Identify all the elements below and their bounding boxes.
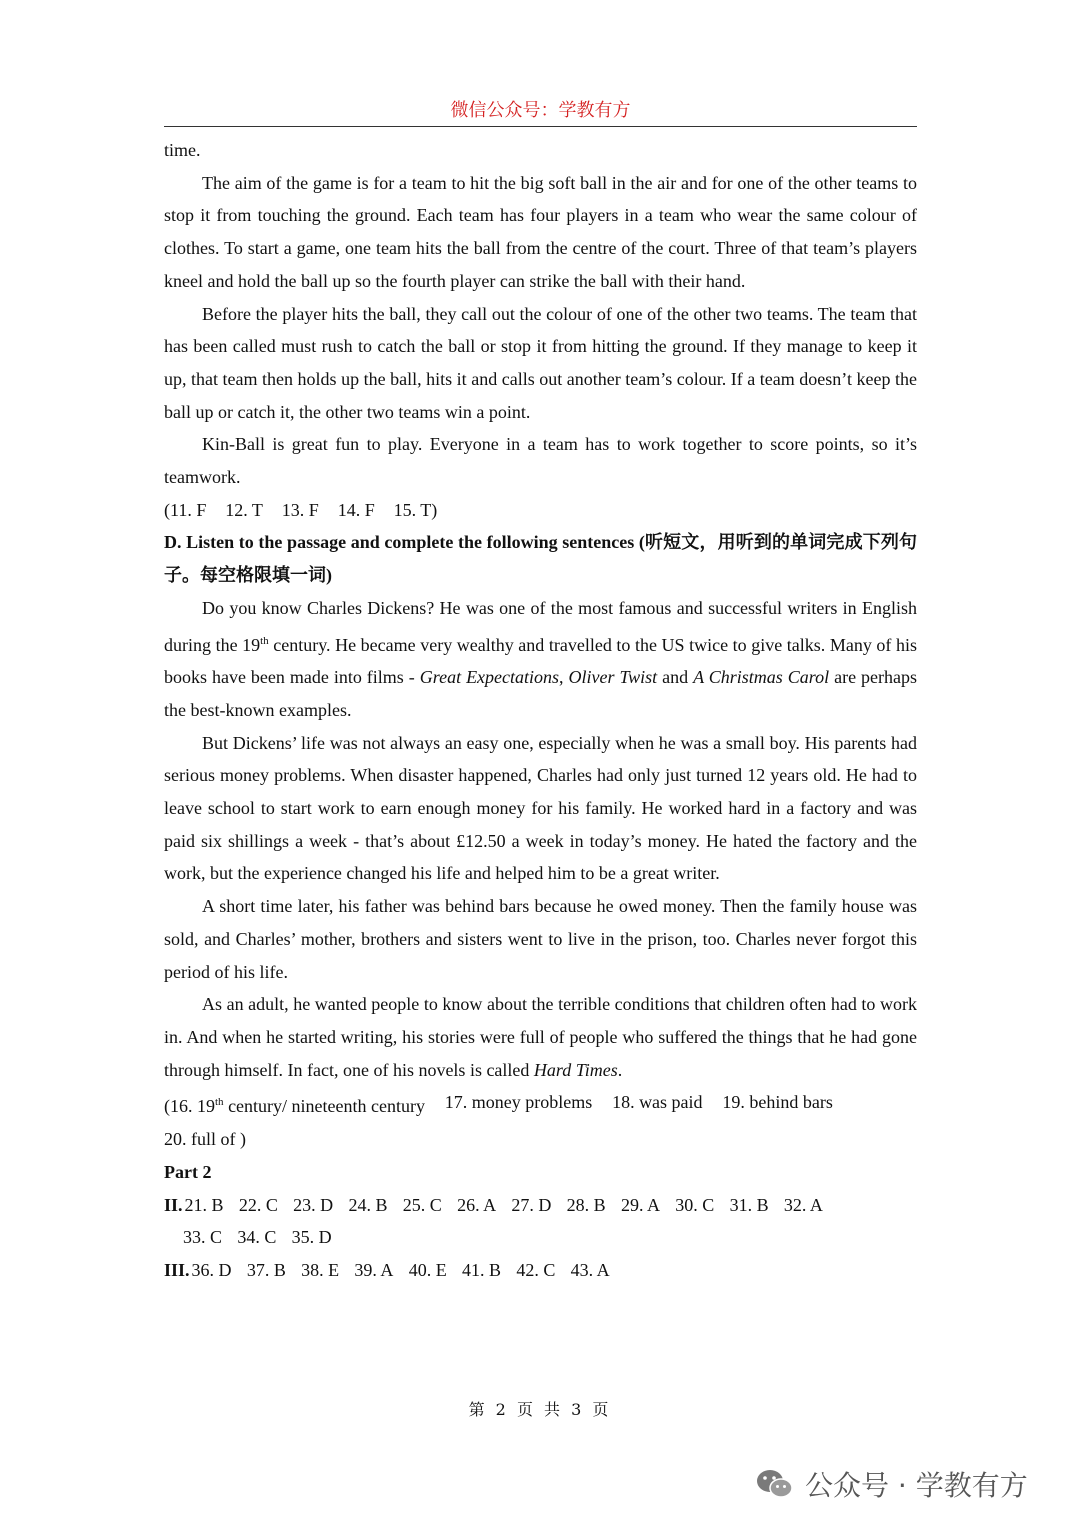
text-run: and — [657, 667, 694, 688]
answer-item: 37. B — [246, 1259, 286, 1280]
book-title: Great Expectations — [419, 667, 560, 688]
superscript: th — [260, 634, 269, 647]
answer-item: 31. B — [729, 1194, 769, 1215]
answer-item: 24. B — [348, 1194, 388, 1215]
superscript: th — [215, 1096, 224, 1109]
section-d-paragraph — [164, 988, 917, 1086]
answer-item: 43. A — [570, 1259, 610, 1280]
answer-item: 40. E — [408, 1259, 447, 1280]
section-d-answers — [164, 1086, 917, 1123]
answer-item: 30. C — [675, 1194, 715, 1215]
wechat-icon — [755, 1467, 795, 1501]
answer-item: 42. C — [516, 1259, 556, 1280]
passage-c-paragraph: Before the player hits the ball, they call out the colour of one of the other two teams. The team that has been called must rush to catch the ball or stop it from hitting the ground. If they manage to keep it up, that team then holds up the ball, hits it and calls out another team’s colour. If a team doesn’t keep the ball up or catch it, the other two teams win a point. — [164, 303, 917, 422]
passage-c-paragraph: Kin-Ball is great fun to play. Everyone in a team has to work together to score points, so it’s teamwork. — [164, 434, 917, 488]
section-label: III. — [164, 1259, 190, 1280]
page-number: 第 2 页 共 3 页 — [468, 1400, 612, 1419]
answer-item: 15. T) — [393, 499, 438, 520]
answer-item: 36. D — [191, 1259, 232, 1280]
passage-c-paragraph: The aim of the game is for a team to hit the big soft ball in the air and for one of the other teams to stop it from touching the ground. Each team has four players in a team who wear the same colour of clothes. To start a game, one team hits the ball from the centre of the court. Three of that team’s players kneel and hold the ball up so the fourth player can strike the ball with their hand. — [164, 172, 917, 291]
answer-item: 35. D — [291, 1227, 332, 1248]
answer-item: 21. B — [184, 1194, 224, 1215]
answer-item: 17. money problems — [444, 1092, 593, 1113]
answer-item: 32. A — [783, 1194, 823, 1215]
answer-text: (16. 19 — [164, 1096, 215, 1117]
section-d-answers-cont: 20. full of ) — [164, 1129, 246, 1150]
answer-item: 33. C — [183, 1227, 223, 1248]
text-run: are perhaps the best-known examples. — [164, 667, 918, 720]
text-run: . — [617, 1059, 623, 1080]
answer-item: 18. was paid — [612, 1092, 703, 1113]
text-run: As an adult, he wanted people to know about the terrible conditions that children often had to work in. And when he started writing, his stories were full of people who suffered the things that he had gone through himself. In fact, one of his novels is called — [164, 994, 917, 1080]
page-header — [164, 98, 917, 127]
passage-c-tail: time. — [164, 140, 201, 160]
document-body — [164, 134, 917, 1287]
page-footer — [0, 1398, 1080, 1422]
section-label: II. — [164, 1194, 183, 1215]
watermark — [755, 1462, 1028, 1506]
answer-item: 26. A — [457, 1194, 497, 1215]
answer-item: 29. A — [620, 1194, 660, 1215]
part2-heading: Part 2 — [164, 1161, 212, 1182]
answer-item: 27. D — [511, 1194, 552, 1215]
answer-item: 34. C — [237, 1227, 277, 1248]
answer-item: 13. F — [281, 499, 319, 520]
answer-item: (11. F — [164, 499, 207, 520]
answer-item: 14. F — [337, 499, 375, 520]
section-d-paragraph: But Dickens’ life was not always an easy one, especially when he was a small boy. His parents had serious money problems. When disaster happened, Charles had only just turned 12 years old. He had to leave school to start work to earn enough money for his family. He worked hard in a factory and was paid six shillings a week - that’s about £12.50 a week in today’s money. He hated the factory and the work, but the experience changed his life and helped him to be a great writer. — [164, 732, 917, 884]
answer-item: 22. C — [238, 1194, 278, 1215]
answer-item: 39. A — [354, 1259, 394, 1280]
passage-c-answers — [164, 494, 917, 527]
answer-item: 12. T — [225, 499, 263, 520]
header-title: 微信公众号：学教有方 — [450, 100, 631, 121]
book-title: Oliver Twist — [568, 667, 658, 688]
answer-item: 41. B — [462, 1259, 502, 1280]
section-d-heading: D. Listen to the passage and complete the following sentences (听短文，用听到的单词完成下列句子。每空格限填一词) — [164, 532, 917, 586]
section-d-paragraph — [164, 592, 917, 727]
text-run: , — [559, 667, 569, 688]
book-title: A Christmas Carol — [693, 667, 830, 688]
text-run: century. He became very wealthy and travelled to the US twice to give talks. Many of his books have been made into films - — [164, 634, 917, 688]
answer-item: 19. behind bars — [722, 1092, 833, 1113]
answer-item: 25. C — [402, 1194, 442, 1215]
answer-item: 38. E — [301, 1259, 340, 1280]
part2-iii-row — [164, 1254, 917, 1287]
answer-item: 28. B — [566, 1194, 606, 1215]
section-d-paragraph: A short time later, his father was behind bars because he owed money. Then the family house was sold, and Charles’ mother, brothers and sisters went to live in the prison, too. Charles never forgot this period of his life. — [164, 896, 917, 982]
watermark-text: 公众号 · 学教有方 — [805, 1469, 1028, 1502]
answer-text: century/ nineteenth century — [223, 1096, 425, 1117]
part2-ii-row — [164, 1221, 917, 1254]
answer-item — [164, 1086, 425, 1123]
book-title: Hard Times — [533, 1059, 618, 1080]
answer-item: 23. D — [293, 1194, 334, 1215]
part2-ii-row — [164, 1189, 917, 1222]
text-run: Do you know Charles Dickens? He was one of the most famous and successful writers in English during the 19 — [164, 597, 917, 655]
